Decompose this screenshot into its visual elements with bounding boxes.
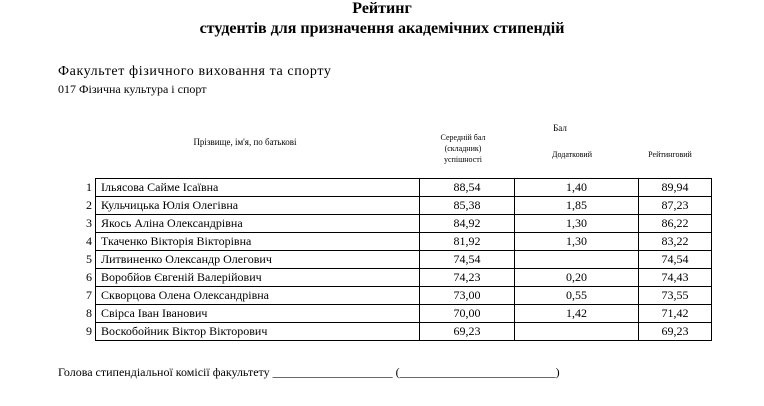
rating-score: 87,23 bbox=[639, 197, 712, 215]
average-score: 88,54 bbox=[420, 179, 515, 197]
faculty-name: Факультет фізичного виховання та спорту bbox=[58, 64, 332, 79]
rating-score: 83,22 bbox=[639, 233, 712, 251]
column-header-additional: Додатковий bbox=[552, 150, 592, 159]
rating-score: 74,54 bbox=[639, 251, 712, 269]
row-number: 1 bbox=[58, 179, 96, 197]
table-row bbox=[58, 287, 712, 305]
row-number: 9 bbox=[58, 323, 96, 341]
student-name: Кульчицька Юлія Олегівна bbox=[96, 197, 420, 215]
column-header-rating: Рейтинговий bbox=[648, 150, 692, 159]
table-row bbox=[58, 269, 712, 287]
table-row bbox=[58, 251, 712, 269]
column-group-score: Бал bbox=[553, 123, 567, 133]
document-title: Рейтинг bbox=[352, 0, 412, 17]
student-name: Ткаченко Вікторія Вікторівна bbox=[96, 233, 420, 251]
row-number: 3 bbox=[58, 215, 96, 233]
average-score: 74,23 bbox=[420, 269, 515, 287]
row-number: 5 bbox=[58, 251, 96, 269]
additional-score: 0,20 bbox=[515, 269, 639, 287]
table-row bbox=[58, 323, 712, 341]
student-name: Воскобойник Віктор Вікторович bbox=[96, 323, 420, 341]
rating-score: 86,22 bbox=[639, 215, 712, 233]
average-score: 69,23 bbox=[420, 323, 515, 341]
student-name: Литвиненко Олександр Олегович bbox=[96, 251, 420, 269]
column-header-average-line1: Середній бал bbox=[440, 133, 486, 142]
rating-table bbox=[58, 178, 712, 341]
additional-score: 1,30 bbox=[515, 215, 639, 233]
document-subtitle: студентів для призначення академічних стипендій bbox=[199, 20, 565, 37]
student-name: Воробйов Євгеній Валерійович bbox=[96, 269, 420, 287]
column-header-average-line2: (складник) bbox=[444, 144, 482, 153]
row-number: 8 bbox=[58, 305, 96, 323]
specialty-name: 017 Фізична культура і спорт bbox=[58, 82, 207, 96]
additional-score: 1,42 bbox=[515, 305, 639, 323]
column-header-average-line3: успішності bbox=[444, 155, 482, 164]
additional-score bbox=[515, 323, 639, 341]
table-row bbox=[58, 305, 712, 323]
student-name: Скворцова Олена Олександрівна bbox=[96, 287, 420, 305]
row-number: 2 bbox=[58, 197, 96, 215]
additional-score bbox=[515, 251, 639, 269]
student-name: Свірса Іван Іванович bbox=[96, 305, 420, 323]
average-score: 70,00 bbox=[420, 305, 515, 323]
column-header-name: Прізвище, ім'я, по батькові bbox=[193, 137, 297, 147]
additional-score: 0,55 bbox=[515, 287, 639, 305]
row-number: 7 bbox=[58, 287, 96, 305]
additional-score: 1,30 bbox=[515, 233, 639, 251]
row-number: 4 bbox=[58, 233, 96, 251]
table-row bbox=[58, 179, 712, 197]
table-row bbox=[58, 215, 712, 233]
rating-score: 74,43 bbox=[639, 269, 712, 287]
student-name: Ільясова Сайме Ісаївна bbox=[96, 179, 420, 197]
additional-score: 1,40 bbox=[515, 179, 639, 197]
average-score: 81,92 bbox=[420, 233, 515, 251]
average-score: 85,38 bbox=[420, 197, 515, 215]
table-row bbox=[58, 233, 712, 251]
commission-head-signature-line: Голова стипендіальної комісії факультету ____________________ (__________________________) bbox=[58, 365, 560, 379]
column-header-average bbox=[418, 132, 508, 165]
average-score: 74,54 bbox=[420, 251, 515, 269]
average-score: 73,00 bbox=[420, 287, 515, 305]
additional-score: 1,85 bbox=[515, 197, 639, 215]
student-name: Якось Аліна Олександрівна bbox=[96, 215, 420, 233]
table-row bbox=[58, 197, 712, 215]
rating-score: 69,23 bbox=[639, 323, 712, 341]
average-score: 84,92 bbox=[420, 215, 515, 233]
row-number: 6 bbox=[58, 269, 96, 287]
rating-score: 89,94 bbox=[639, 179, 712, 197]
rating-score: 71,42 bbox=[639, 305, 712, 323]
rating-score: 73,55 bbox=[639, 287, 712, 305]
